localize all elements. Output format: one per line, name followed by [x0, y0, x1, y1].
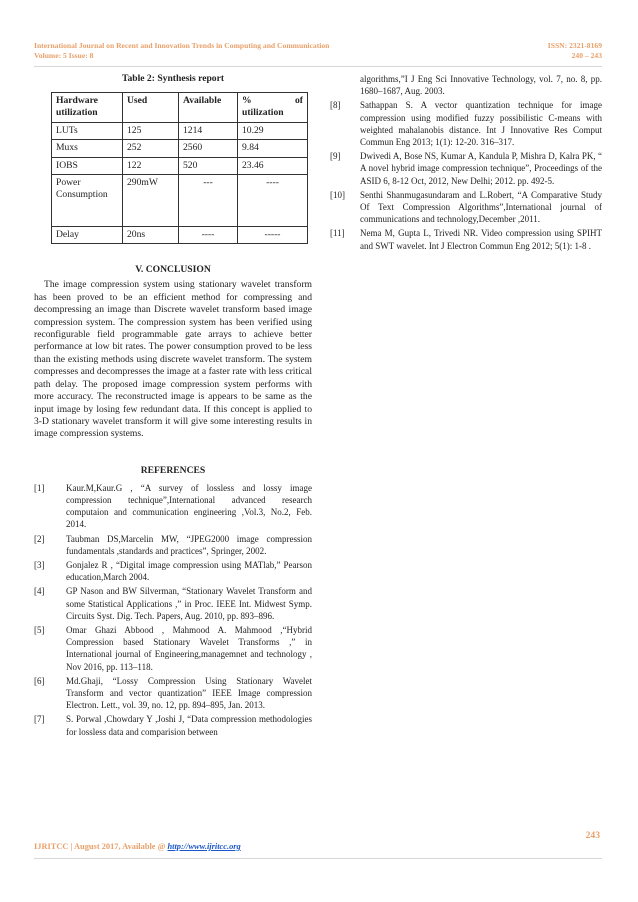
reference-text: GP Nason and BW Silverman, “Stationary Wavelet Transform and some Statistical Applications ,” in Proc. IEEE Int. Midwest Symp. Circuits Syst. Dig. Tech. Papers, Aug. 2010, pp. 893–896. [66, 586, 312, 621]
reference-number: [8] [330, 100, 341, 111]
reference-item [330, 227, 602, 251]
reference-item [34, 559, 312, 583]
reference-number: [3] [34, 559, 45, 570]
table-cell: 10.29 [238, 122, 308, 139]
table-cell: --- [179, 175, 238, 227]
table-cell: 122 [123, 157, 179, 174]
section-heading-references: REFERENCES [140, 464, 206, 476]
table-cell: 125 [123, 122, 179, 139]
synthesis-table [51, 92, 308, 244]
reference-text: Md.Ghaji, “Lossy Compression Using Stationary Wavelet Transform and vector quantization” IEEE Image compression Electron. Lett., vol. 39, no. 12, pp. 894–895, Jan. 2013. [66, 675, 312, 711]
table-cell: ----- [238, 227, 308, 244]
table-row [52, 140, 308, 157]
volume-issue: Volume: 5 Issue: 8 [34, 51, 94, 60]
table-cell: IOBS [52, 157, 123, 174]
table-header-row [52, 93, 308, 123]
reference-item [34, 675, 312, 712]
table-cell: 20ns [123, 227, 179, 244]
reference-text: Taubman DS,Marcelin MW, “JPEG2000 image compression fundamentals ,standards and practices”, Springer, 2002. [66, 533, 312, 556]
section-heading-conclusion: V. CONCLUSION [135, 264, 211, 276]
reference-item [330, 150, 602, 187]
table-cell: 1214 [179, 122, 238, 139]
footer [34, 842, 241, 851]
running-header-left [34, 41, 329, 61]
reference-text: Sathappan S. A vector quantization technique for image compression using modified fuzzy possibilistic C-means with weighted mahalanobis distance. Int J Innovative Res Comput Commun Eng 2013; 1(1): 12-20. 316–317. [360, 100, 602, 148]
reference-text: Omar Ghazi Abbood , Mahmood A. Mahmood ,“Hybrid Compression based Stationary Wavelet Transforms ,” in International journal of Engineering,managemnet and technology , Nov 2016, pp. 113–118. [66, 624, 312, 672]
table-cell: ---- [238, 175, 308, 227]
table-cell: Muxs [52, 140, 123, 157]
reference-number: [4] [34, 586, 45, 597]
reference-number: [6] [34, 675, 45, 686]
reference-number: [11] [330, 228, 345, 239]
table-cell: 2560 [179, 140, 238, 157]
reference-number: [7] [34, 714, 45, 725]
reference-item-continued [330, 73, 602, 97]
table-cell: LUTs [52, 122, 123, 139]
table-row [52, 157, 308, 174]
table-cell: 9.84 [238, 140, 308, 157]
reference-number: [2] [34, 533, 45, 544]
header-divider [34, 66, 602, 67]
table-row [52, 122, 308, 139]
reference-text: Kaur.M,Kaur.G , “A survey of lossless and lossy image compression technique”,International advanced research computaion and communication engineering ,Vol.3, No.2, Feb. 2014. [66, 482, 312, 530]
reference-number: [1] [34, 482, 45, 493]
table-cell: ---- [179, 227, 238, 244]
reference-text: Senthi Shanmugasundaram and L.Robert, “A Comparative Study Of Text Compression Algorithms”,International journal of communications and technology,December ,2011. [360, 189, 602, 225]
reference-item [330, 99, 602, 148]
reference-text: algorithms,”I J Eng Sci Innovative Technology, vol. 7, no. 8, pp. 1680–1687, Aug. 2003. [360, 74, 602, 97]
running-header-right [548, 41, 602, 61]
table-cell: Delay [52, 227, 123, 244]
reference-text: S. Porwal ,Chowdary Y ,Joshi J, “Data compression methodologies for lossless data and comparision between [66, 714, 312, 737]
table-cell: 252 [123, 140, 179, 157]
reference-text: Nema M, Gupta L, Trivedi NR. Video compression using SPIHT and SWT wavelet. Int J Electron Commun Eng 2012; 5(1): 1-8 . [360, 228, 602, 251]
reference-text: Dwivedi A, Bose NS, Kumar A, Kandula P, Mishra D, Kalra PK, “ A novel hybrid image compression technique”, Proceedings of the ASID 6, 8-12 Oct, 2012, New Delhi; 2012. pp. 492-5. [360, 151, 602, 186]
right-column [330, 73, 602, 254]
table-caption: Table 2: Synthesis report [121, 73, 225, 84]
table-row [52, 175, 308, 227]
footer-divider [34, 858, 602, 859]
reference-number: [10] [330, 189, 345, 200]
reference-item [34, 713, 312, 737]
reference-item [34, 482, 312, 531]
reference-item [34, 533, 312, 557]
journal-website-link[interactable]: http://www.ijritcc.org [167, 842, 241, 851]
reference-list-right [330, 73, 602, 252]
table-cell: 290mW [123, 175, 179, 227]
table-cell: 23.46 [238, 157, 308, 174]
reference-item [330, 189, 602, 226]
table-cell: 520 [179, 157, 238, 174]
reference-item [34, 585, 312, 622]
table-header-cell: Available [179, 93, 238, 123]
page-number: 243 [585, 830, 600, 841]
table-header-cell: % of utilization [238, 93, 308, 123]
reference-item [34, 624, 312, 673]
reference-number [330, 73, 360, 97]
table-header-cell: Hardware utilization [52, 93, 123, 123]
reference-text: Gonjalez R , “Digital image compression using MATlab,” Pearson education,March 2004. [66, 559, 312, 583]
footer-label: IJRITCC | August 2017, Available @ [34, 842, 168, 851]
reference-number: [5] [34, 624, 45, 635]
table-header-cell: Used [123, 93, 179, 123]
journal-title: International Journal on Recent and Innovation Trends in Computing and Communication [34, 41, 330, 50]
issn: ISSN: 2321-8169 [547, 41, 602, 50]
table-cell: Power Consumption [52, 175, 123, 227]
page-range: 240 – 243 [571, 51, 602, 60]
conclusion-paragraph: The image compression system using stationary wavelet transform has been proved to be an efficient method for compressing and decompressing an image than Discrete wavelet transform based image compression system. The compression system has been verified using reconfigurable field programmable gate arrays to achieve better performance at low bit rates. The power consumption proved to be less than the existing methods using discrete wavelet transform. The system compresses and decompresses the image at a faster rate with less critical path delay. The proposed image compression system performs with more accuracy. The reconstructed image is appears to be same as the input image by losing few redundant data. If this concept is applied to 3-D stationary wavelet transform it will give some interesting results in image compression systems. [34, 279, 312, 440]
left-column [34, 73, 312, 740]
reference-list-left [34, 482, 312, 738]
table-row [52, 227, 308, 244]
reference-number: [9] [330, 151, 341, 162]
